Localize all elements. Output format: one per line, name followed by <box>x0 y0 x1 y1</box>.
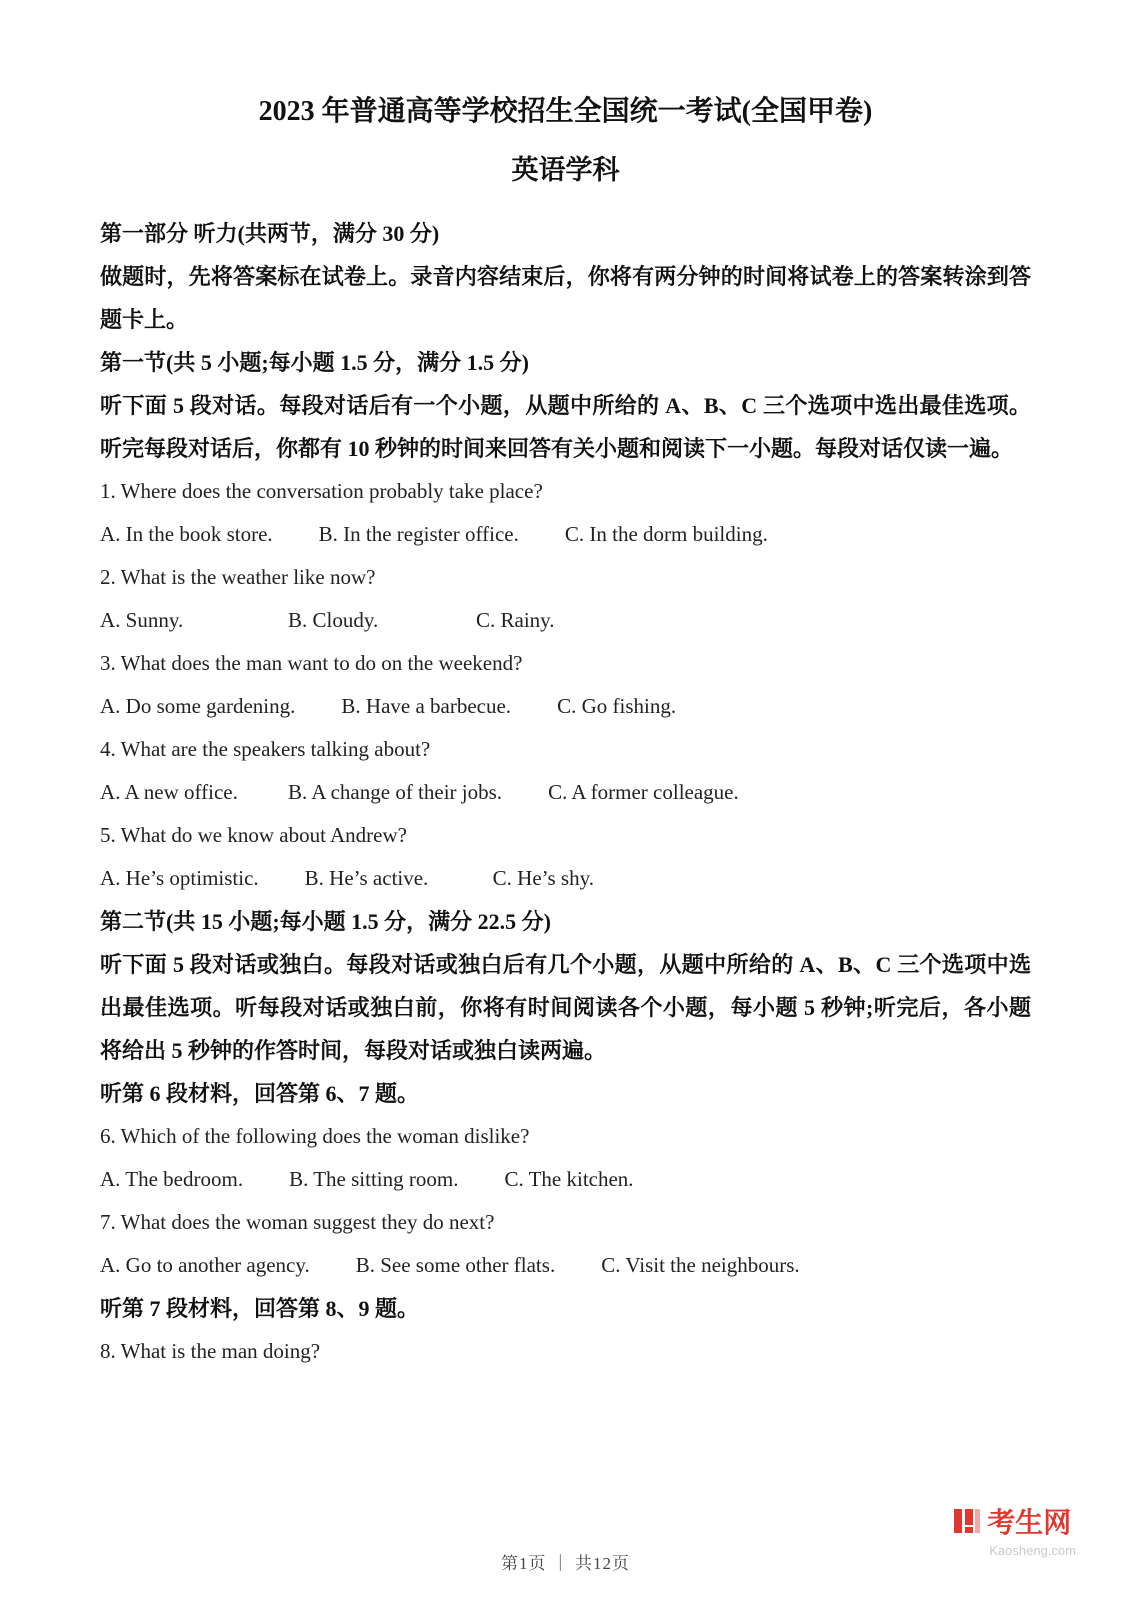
option-item: C. Visit the neighbours. <box>601 1253 800 1277</box>
option-item: C. A former colleague. <box>548 780 739 804</box>
page-footer: 第1页 ｜ 共12页 <box>501 1554 630 1573</box>
option-item: A. The bedroom. <box>100 1167 244 1191</box>
question-text: 2. What is the weather like now? <box>100 565 376 589</box>
page-title: 2023 年普通高等学校招生全国统一考试(全国甲卷) <box>258 96 873 127</box>
option-item: B. A change of their jobs. <box>288 780 503 804</box>
instruction-paragraph: 听第 7 段材料，回答第 8、9 题。 <box>100 1296 420 1321</box>
options-row <box>100 771 1031 814</box>
option-item: A. Go to another agency. <box>100 1253 310 1277</box>
option-item: C. Go fishing. <box>557 694 677 718</box>
content <box>100 212 1031 1373</box>
question-text: 4. What are the speakers talking about? <box>100 737 431 761</box>
question-text: 1. Where does the conversation probably take place? <box>100 479 543 503</box>
instruction-paragraph: 听下面 5 段对话或独白。每段对话或独白后有几个小题，从题中所给的 A、B、C 三个选项中选出最佳选项。听每段对话或独白前，你将有时间阅读各个小题，每小题 5 秒钟;听完后，各小题将给出 5 秒钟的作答时间，每段对话或独白读两遍。 <box>100 952 1031 1063</box>
option-item: C. In the dorm building. <box>564 522 768 546</box>
watermark-row <box>953 1501 1076 1541</box>
kaosheng-logo-icon <box>953 1507 981 1535</box>
page-subtitle: 英语学科 <box>511 155 620 185</box>
question-text: 7. What does the woman suggest they do next? <box>100 1210 495 1234</box>
watermark-site-name: 考生网 <box>987 1507 1072 1538</box>
instruction-paragraph: 第二节(共 15 小题;每小题 1.5 分，满分 22.5 分) <box>100 909 551 934</box>
option-item: A. In the book store. <box>100 522 273 546</box>
option-item: C. He’s shy. <box>492 866 594 890</box>
instruction-paragraph: 听下面 5 段对话。每段对话后有一个小题，从题中所给的 A、B、C 三个选项中选出最佳选项。听完每段对话后，你都有 10 秒钟的时间来回答有关小题和阅读下一小题。每段对话仅读一遍。 <box>100 393 1031 461</box>
instruction-paragraph: 第一节(共 5 小题;每小题 1.5 分，满分 1.5 分) <box>100 350 529 375</box>
instruction-paragraph: 做题时，先将答案标在试卷上。录音内容结束后，你将有两分钟的时间将试卷上的答案转涂到答题卡上。 <box>100 264 1031 332</box>
option-item: B. The sitting room. <box>289 1167 459 1191</box>
option-item: C. The kitchen. <box>504 1167 634 1191</box>
options-row <box>100 599 1031 642</box>
site-watermark <box>953 1501 1076 1558</box>
option-item: B. Cloudy. <box>288 608 379 632</box>
option-item: B. He’s active. <box>304 866 429 890</box>
option-item: C. Rainy. <box>476 608 555 632</box>
option-item: A. He’s optimistic. <box>100 866 259 890</box>
options-row <box>100 857 1031 900</box>
question-text: 8. What is the man doing? <box>100 1339 321 1363</box>
exam-page <box>100 0 1031 1600</box>
question-text: 3. What does the man want to do on the weekend? <box>100 651 523 675</box>
option-item: B. See some other flats. <box>355 1253 556 1277</box>
question-text: 5. What do we know about Andrew? <box>100 823 407 847</box>
options-row <box>100 1244 1031 1287</box>
instruction-paragraph: 第一部分 听力(共两节，满分 30 分) <box>100 221 440 246</box>
options-row <box>100 513 1031 556</box>
option-item: A. A new office. <box>100 780 238 804</box>
option-item: B. Have a barbecue. <box>341 694 512 718</box>
question-text: 6. Which of the following does the woman dislike? <box>100 1124 530 1148</box>
option-item: B. In the register office. <box>318 522 519 546</box>
watermark-domain: Kaosheng.com <box>989 1543 1076 1558</box>
instruction-paragraph: 听第 6 段材料，回答第 6、7 题。 <box>100 1081 420 1106</box>
option-item: A. Do some gardening. <box>100 694 296 718</box>
option-item: A. Sunny. <box>100 608 184 632</box>
options-row <box>100 685 1031 728</box>
options-row <box>100 1158 1031 1201</box>
